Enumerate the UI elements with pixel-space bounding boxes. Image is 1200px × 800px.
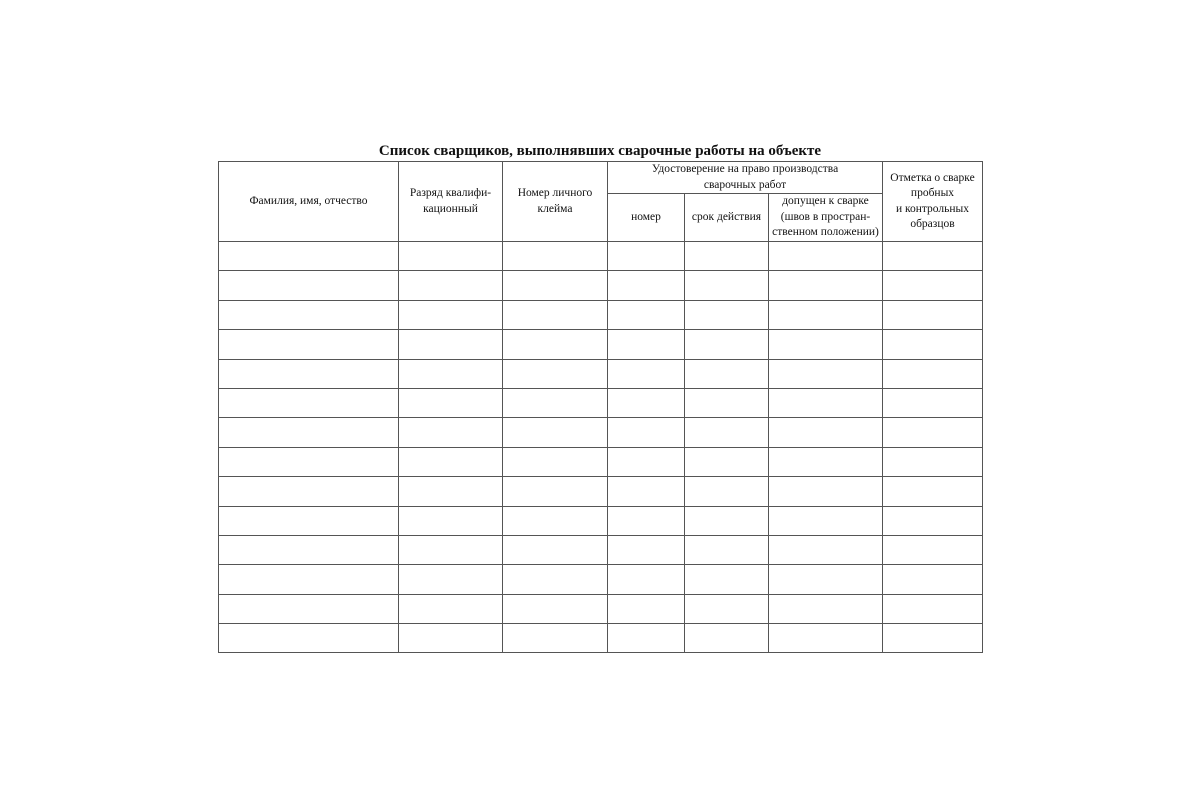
table-body [219, 242, 983, 653]
table-row [219, 418, 983, 447]
table-row [219, 300, 983, 329]
cell-full-name [219, 565, 399, 594]
table-row [219, 624, 983, 653]
cell-validity [685, 594, 769, 623]
cell-admitted [769, 624, 883, 653]
cell-admitted [769, 477, 883, 506]
cell-test-samples [883, 359, 983, 388]
cell-test-samples [883, 624, 983, 653]
header-qualification: Разряд квалифи- кационный [399, 162, 503, 242]
table-row [219, 506, 983, 535]
cell-test-samples [883, 418, 983, 447]
cell-stamp-number [503, 330, 608, 359]
cell-qualification [399, 242, 503, 271]
cell-admitted [769, 506, 883, 535]
header-test-samples: Отметка о сварке пробных и контрольных образцов [883, 162, 983, 242]
cell-validity [685, 447, 769, 476]
cell-test-samples [883, 242, 983, 271]
cell-test-samples [883, 330, 983, 359]
welders-table [218, 161, 983, 653]
cell-admitted [769, 359, 883, 388]
table-row [219, 565, 983, 594]
cell-stamp-number [503, 477, 608, 506]
cell-certificate-number [608, 506, 685, 535]
table-row [219, 535, 983, 564]
cell-full-name [219, 624, 399, 653]
cell-certificate-number [608, 300, 685, 329]
cell-qualification [399, 388, 503, 417]
header-admitted: допущен к сварке (швов в простран- ственном положении) [769, 194, 883, 242]
cell-full-name [219, 330, 399, 359]
cell-admitted [769, 565, 883, 594]
cell-admitted [769, 300, 883, 329]
cell-admitted [769, 330, 883, 359]
cell-certificate-number [608, 447, 685, 476]
cell-test-samples [883, 477, 983, 506]
table-row [219, 388, 983, 417]
cell-qualification [399, 594, 503, 623]
cell-stamp-number [503, 535, 608, 564]
cell-qualification [399, 418, 503, 447]
cell-qualification [399, 506, 503, 535]
header-validity: срок действия [685, 194, 769, 242]
cell-stamp-number [503, 624, 608, 653]
cell-test-samples [883, 594, 983, 623]
cell-certificate-number [608, 418, 685, 447]
cell-full-name [219, 388, 399, 417]
cell-qualification [399, 330, 503, 359]
cell-full-name [219, 477, 399, 506]
cell-test-samples [883, 300, 983, 329]
cell-certificate-number [608, 388, 685, 417]
cell-qualification [399, 477, 503, 506]
cell-qualification [399, 359, 503, 388]
cell-validity [685, 565, 769, 594]
header-stamp-number: Номер личного клейма [503, 162, 608, 242]
cell-admitted [769, 418, 883, 447]
cell-validity [685, 388, 769, 417]
cell-certificate-number [608, 535, 685, 564]
table-row [219, 477, 983, 506]
cell-certificate-number [608, 330, 685, 359]
cell-admitted [769, 594, 883, 623]
cell-certificate-number [608, 624, 685, 653]
cell-test-samples [883, 535, 983, 564]
cell-full-name [219, 447, 399, 476]
cell-stamp-number [503, 418, 608, 447]
cell-certificate-number [608, 242, 685, 271]
cell-admitted [769, 242, 883, 271]
cell-stamp-number [503, 242, 608, 271]
cell-stamp-number [503, 359, 608, 388]
cell-admitted [769, 535, 883, 564]
cell-test-samples [883, 447, 983, 476]
cell-test-samples [883, 271, 983, 300]
cell-admitted [769, 388, 883, 417]
cell-validity [685, 300, 769, 329]
cell-stamp-number [503, 565, 608, 594]
cell-test-samples [883, 506, 983, 535]
cell-test-samples [883, 388, 983, 417]
header-row-top [219, 162, 983, 194]
cell-certificate-number [608, 477, 685, 506]
cell-stamp-number [503, 594, 608, 623]
cell-certificate-number [608, 271, 685, 300]
cell-validity [685, 330, 769, 359]
cell-full-name [219, 535, 399, 564]
cell-stamp-number [503, 300, 608, 329]
cell-stamp-number [503, 506, 608, 535]
cell-admitted [769, 271, 883, 300]
header-certificate-number: номер [608, 194, 685, 242]
cell-full-name [219, 271, 399, 300]
cell-qualification [399, 624, 503, 653]
cell-stamp-number [503, 447, 608, 476]
header-certificate-group: Удостоверение на право производства сварочных работ [608, 162, 883, 194]
cell-full-name [219, 594, 399, 623]
cell-certificate-number [608, 359, 685, 388]
cell-certificate-number [608, 594, 685, 623]
cell-validity [685, 477, 769, 506]
document-title: Список сварщиков, выполнявших сварочные работы на объекте [378, 143, 822, 159]
cell-full-name [219, 359, 399, 388]
cell-qualification [399, 300, 503, 329]
cell-admitted [769, 447, 883, 476]
cell-full-name [219, 242, 399, 271]
cell-validity [685, 506, 769, 535]
cell-validity [685, 624, 769, 653]
cell-stamp-number [503, 388, 608, 417]
table-row [219, 330, 983, 359]
cell-qualification [399, 565, 503, 594]
cell-qualification [399, 447, 503, 476]
cell-full-name [219, 418, 399, 447]
cell-full-name [219, 300, 399, 329]
table-row [219, 242, 983, 271]
cell-validity [685, 535, 769, 564]
cell-full-name [219, 506, 399, 535]
table-row [219, 594, 983, 623]
header-full-name: Фамилия, имя, отчество [219, 162, 399, 242]
cell-stamp-number [503, 271, 608, 300]
cell-validity [685, 359, 769, 388]
table-row [219, 359, 983, 388]
cell-test-samples [883, 565, 983, 594]
cell-validity [685, 271, 769, 300]
cell-validity [685, 242, 769, 271]
cell-qualification [399, 271, 503, 300]
table-row [219, 271, 983, 300]
cell-validity [685, 418, 769, 447]
table-row [219, 447, 983, 476]
cell-qualification [399, 535, 503, 564]
cell-certificate-number [608, 565, 685, 594]
